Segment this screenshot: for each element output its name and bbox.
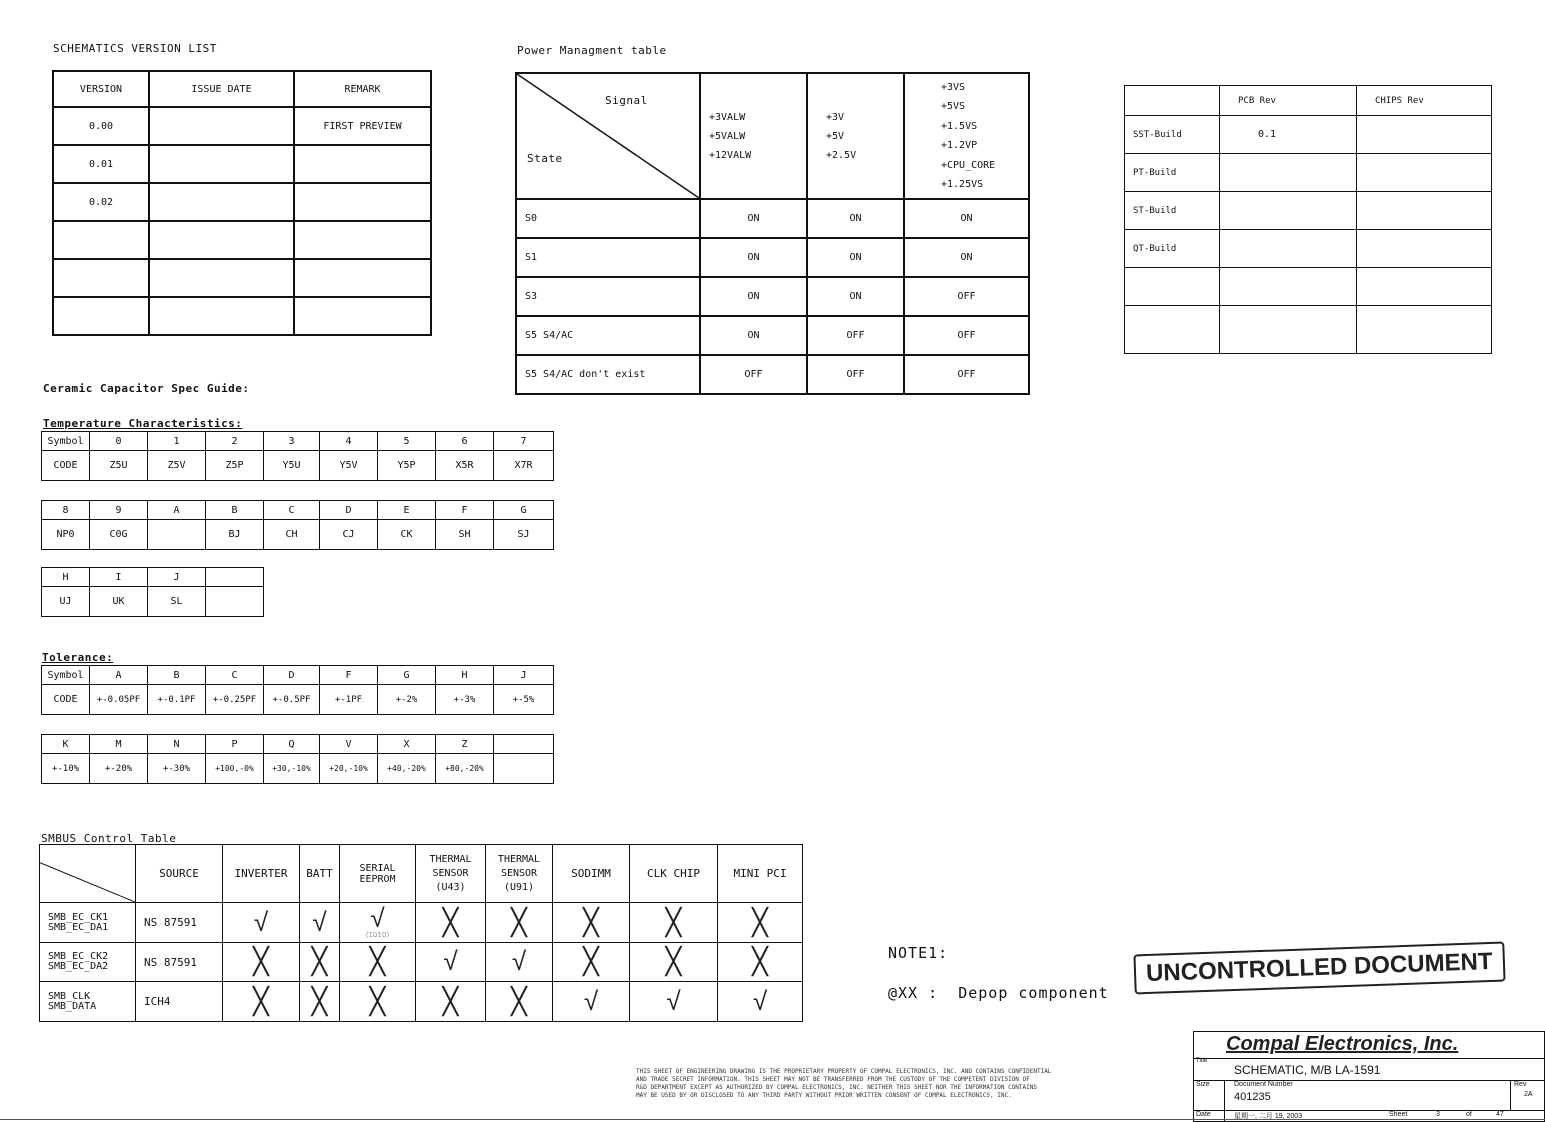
signal-cell [40,943,136,982]
tol-symbol: P [206,735,264,754]
version-list-title: SCHEMATICS VERSION LIST [53,42,217,55]
version-cell [53,297,149,335]
temp-code: SH [436,520,494,550]
temp-symbol: E [378,501,436,520]
x-icon: ╳ [340,943,416,982]
tol-code: +-0.5PF [264,685,320,715]
x-icon: ╳ [553,903,630,943]
capacitor-title: Ceramic Capacitor Spec Guide: [43,382,250,395]
x-icon: ╳ [340,982,416,1022]
x-icon: ╳ [553,943,630,982]
tol-symbol: Q [264,735,320,754]
tol-code: +20,-10% [320,754,378,784]
check-icon: √ [416,943,486,982]
mini-pci-header: MINI PCI [718,845,803,903]
temp-code: Z5P [206,451,264,481]
sheet-total: 47 [1496,1111,1504,1118]
temp-code [148,520,206,550]
rail-label: +1.5VS [941,120,978,132]
chips-rev-cell [1357,154,1492,192]
temperature-title: Temperature Characteristics: [43,417,243,430]
build-header-blank [1125,86,1220,116]
temp-symbol: H [42,568,90,587]
check-icon: √ (1010) [340,903,416,943]
tol-code: +40,-20% [378,754,436,784]
temp-symbol: J [148,568,206,587]
source-cell: NS 87591 [136,943,223,982]
sodimm-header: SODIMM [553,845,630,903]
tolerance-title: Tolerance: [42,651,114,664]
signal-clock: SMB_EC_CK1 [48,911,109,923]
check-icon: √ [486,943,553,982]
tol-code: +-0.1PF [148,685,206,715]
issue-date-header: ISSUE DATE [149,71,294,107]
tol-symbol: J [494,666,554,685]
state-value: ON [700,199,807,238]
remark-cell [294,297,431,335]
temp-code: X5R [436,451,494,481]
tol-symbol: K [42,735,90,754]
temp-code: CH [264,520,320,550]
signal-data: SMB_DATA [48,1000,97,1012]
divider [1510,1080,1511,1110]
rail-label: +3VALW [709,111,746,123]
temp-symbol: 1 [148,432,206,451]
switched-rails-cell [904,73,1029,199]
state-value: ON [807,199,904,238]
main-rails-cell [807,73,904,199]
state-label: State [527,152,563,165]
temp-symbol: B [206,501,264,520]
state-value: OFF [904,355,1029,394]
chips-rev-cell [1357,192,1492,230]
tol-code: +-0.05PF [90,685,148,715]
source-cell: NS 87591 [136,903,223,943]
temp-code: Z5V [148,451,206,481]
smbus-corner-cell [40,845,136,903]
check-icon: √ [718,982,803,1022]
signal-clock: SMB_CLK [48,990,91,1002]
x-icon: ╳ [630,943,718,982]
tol-symbol: Symbol [42,666,90,685]
diagonal-line [517,74,699,198]
signal-cell [40,903,136,943]
power-table-title: Power Managment table [517,44,667,57]
batt-header: BATT [300,845,340,903]
signal-clock: SMB_EC_CK2 [48,951,109,962]
state-value: OFF [700,355,807,394]
state-cell: S0 [516,199,700,238]
temp-symbol: 6 [436,432,494,451]
signal-data: SMB_EC_DA1 [48,921,109,933]
x-icon: ╳ [223,982,300,1022]
tol-symbol: N [148,735,206,754]
temp-symbol: 2 [206,432,264,451]
state-cell: S1 [516,238,700,277]
pcb-rev-cell [1220,154,1357,192]
state-value: ON [807,238,904,277]
docnum-label: Document Number [1234,1081,1293,1088]
pcb-rev-cell: 0.1 [1220,116,1357,154]
temp-code: CK [378,520,436,550]
proprietary-notice: THIS SHEET OF ENGINEERING DRAWING IS THE PROPRIETARY PROPERTY OF COMPAL ELECTRONICS, INC. AND CONTAINS CONFIDENTIAL AND TRADE SECRET INFORMATION. THIS SHEET MAY NOT BE TRANSFERRED FROM THE CUSTODY OF THE COMPETENT DIVISION OF R&D DEPARTMENT EXCEPT AS AUTHORIZED BY COMPAL ELECTRONICS, INC. NEITHER THIS SHEET NOR THE INFORMATION CONTAINS MAY BE USED BY OR DISCLOSED TO ANY THIRD PARTY WITHOUT PRIOR WRITTEN CONSENT OF COMPAL ELECTRONICS, INC. [636,1068,1052,1099]
temp-code: CODE [42,451,90,481]
state-value: ON [904,199,1029,238]
tol-symbol: M [90,735,148,754]
clk-chip-header: CLK CHIP [630,845,718,903]
temp-code: CJ [320,520,378,550]
build-name: PT-Build [1125,154,1220,192]
rail-label: +CPU_CORE [941,159,996,171]
date-cell [149,145,294,183]
remark-cell [294,183,431,221]
build-name [1125,268,1220,306]
build-name [1125,306,1220,354]
state-value: ON [700,277,807,316]
alw-rails-cell [700,73,807,199]
state-value: OFF [807,316,904,355]
signal-label: Signal [605,94,648,107]
frame-line [0,1119,1545,1120]
state-cell: S3 [516,277,700,316]
temp-code: UK [90,587,148,617]
temp-code: SJ [494,520,554,550]
tol-code: +-1PF [320,685,378,715]
tolerance-table-2 [41,734,554,784]
remark-cell [294,145,431,183]
version-list-table [52,70,432,336]
check-icon: √ [630,982,718,1022]
temp-symbol: C [264,501,320,520]
rail-label: +2.5V [826,149,857,161]
docnum: 401235 [1234,1091,1271,1103]
state-value: ON [700,238,807,277]
thermal-u43-header: THERMAL SENSOR (U43) [416,845,486,903]
temp-code: Z5U [90,451,148,481]
chips-rev-cell [1357,116,1492,154]
state-cell: S5 S4/AC [516,316,700,355]
temp-symbol: 5 [378,432,436,451]
source-header: SOURCE [136,845,223,903]
tol-symbol: X [378,735,436,754]
remark-cell: FIRST PREVIEW [294,107,431,145]
tol-symbol: H [436,666,494,685]
rail-label: +5V [826,130,845,142]
temp-symbol: F [436,501,494,520]
temp-symbol: 4 [320,432,378,451]
version-cell [53,259,149,297]
sheet-label: Sheet [1389,1111,1408,1118]
temp-code: SL [148,587,206,617]
rail-label: +1.25VS [941,179,984,190]
date-cell [149,183,294,221]
source-cell: ICH4 [136,982,223,1022]
date-cell [149,221,294,259]
check-icon: √ [553,982,630,1022]
tol-symbol: D [264,666,320,685]
pcb-rev-cell [1220,230,1357,268]
tol-code: +-0.25PF [206,685,264,715]
x-icon: ╳ [416,982,486,1022]
temp-symbol: I [90,568,148,587]
temp-symbol: G [494,501,554,520]
x-icon: ╳ [223,943,300,982]
temp-table-3 [41,567,264,617]
rev: 2A [1524,1091,1533,1098]
signal-cell [40,982,136,1022]
tol-code: +30,-10% [264,754,320,784]
x-icon: ╳ [630,903,718,943]
state-value: OFF [807,355,904,394]
tol-code: CODE [42,685,90,715]
temp-code [206,587,264,617]
inverter-header: INVERTER [223,845,300,903]
divider [1224,1080,1225,1110]
temp-code: UJ [42,587,90,617]
rail-label: +5VS [941,101,966,112]
schematic-title: SCHEMATIC, M/B LA-1591 [1234,1063,1381,1077]
temp-code: Y5V [320,451,378,481]
date: 星期一, 二月 19, 2003 [1234,1113,1303,1120]
date-cell [149,297,294,335]
temp-code: Y5U [264,451,320,481]
sheet-number: 3 [1436,1111,1440,1118]
tol-code: +-30% [148,754,206,784]
version-cell [53,221,149,259]
temp-table-1 [41,431,554,481]
temp-symbol: 9 [90,501,148,520]
version-cell: 0.01 [53,145,149,183]
temp-code: BJ [206,520,264,550]
date-cell [149,107,294,145]
tol-code: +-2% [378,685,436,715]
temp-code: C0G [90,520,148,550]
power-corner-cell [516,73,700,199]
pcb-rev-cell [1220,192,1357,230]
tolerance-table-1 [41,665,554,715]
build-name: QT-Build [1125,230,1220,268]
check-icon: √ [223,903,300,943]
x-icon: ╳ [486,903,553,943]
tol-symbol: V [320,735,378,754]
x-icon: ╳ [486,982,553,1022]
x-icon: ╳ [300,982,340,1022]
tol-symbol: A [90,666,148,685]
temp-code: NP0 [42,520,90,550]
x-icon: ╳ [718,943,803,982]
state-value: ON [807,277,904,316]
temp-table-2 [41,500,554,550]
temp-symbol: 7 [494,432,554,451]
title-label: Title [1196,1058,1208,1064]
smbus-table [39,844,803,1022]
uncontrolled-stamp: UNCONTROLLED DOCUMENT [1133,942,1505,995]
remark-cell [294,259,431,297]
version-cell: 0.02 [53,183,149,221]
temp-symbol: Symbol [42,432,90,451]
temp-symbol: 8 [42,501,90,520]
version-header: VERSION [53,71,149,107]
power-table [515,72,1030,395]
tol-symbol: F [320,666,378,685]
temp-symbol: 0 [90,432,148,451]
state-value: OFF [904,277,1029,316]
temp-symbol: 3 [264,432,320,451]
tol-code: +-3% [436,685,494,715]
pcb-rev-cell [1220,268,1357,306]
state-value: ON [904,238,1029,277]
serial-eeprom-header: SERIAL EEPROM [340,845,416,903]
pcb-rev-cell [1220,306,1357,354]
rail-label: +3V [826,111,845,123]
rail-label: +5VALW [709,130,746,142]
temp-symbol: D [320,501,378,520]
divider [1194,1058,1544,1059]
remark-cell [294,221,431,259]
note-text: @XX : Depop component [888,984,1109,1002]
rail-label: +1.2VP [941,140,978,151]
rail-label: +3VS [941,81,966,93]
size-label: Size [1196,1081,1210,1088]
x-icon: ╳ [718,903,803,943]
of-label: of [1466,1111,1472,1118]
rail-label: +12VALW [709,149,752,161]
tol-symbol: Z [436,735,494,754]
date-cell [149,259,294,297]
chips-rev-header: CHIPS Rev [1357,86,1492,116]
build-name: ST-Build [1125,192,1220,230]
x-icon: ╳ [416,903,486,943]
check-icon: √ [300,903,340,943]
title-block [1193,1031,1545,1122]
tol-code: +80,-20% [436,754,494,784]
date-label: Date [1196,1111,1211,1118]
temp-symbol: A [148,501,206,520]
temp-code: X7R [494,451,554,481]
state-value: ON [700,316,807,355]
remark-header: REMARK [294,71,431,107]
address-note: (1010) [365,931,390,939]
thermal-u91-header: THERMAL SENSOR (U91) [486,845,553,903]
chips-rev-cell [1357,268,1492,306]
tol-symbol: B [148,666,206,685]
tol-code: +100,-0% [206,754,264,784]
build-table [1124,85,1492,354]
tol-symbol: G [378,666,436,685]
build-name: SST-Build [1125,116,1220,154]
version-cell: 0.00 [53,107,149,145]
state-cell: S5 S4/AC don't exist [516,355,700,394]
signal-data: SMB_EC_DA2 [48,961,109,972]
tol-code [494,754,554,784]
tol-code: +-10% [42,754,90,784]
tol-symbol: C [206,666,264,685]
chips-rev-cell [1357,230,1492,268]
tol-symbol [494,735,554,754]
chips-rev-cell [1357,306,1492,354]
rev-label: Rev [1514,1081,1527,1088]
tol-code: +-20% [90,754,148,784]
temp-code: Y5P [378,451,436,481]
note-title: NOTE1: [888,944,949,962]
temp-symbol [206,568,264,587]
x-icon: ╳ [300,943,340,982]
company-name: Compal Electronics, Inc. [1226,1033,1459,1055]
pcb-rev-header: PCB Rev [1220,86,1357,116]
smbus-title: SMBUS Control Table [41,832,177,845]
state-value: OFF [904,316,1029,355]
diagonal-line [40,845,135,902]
tol-code: +-5% [494,685,554,715]
